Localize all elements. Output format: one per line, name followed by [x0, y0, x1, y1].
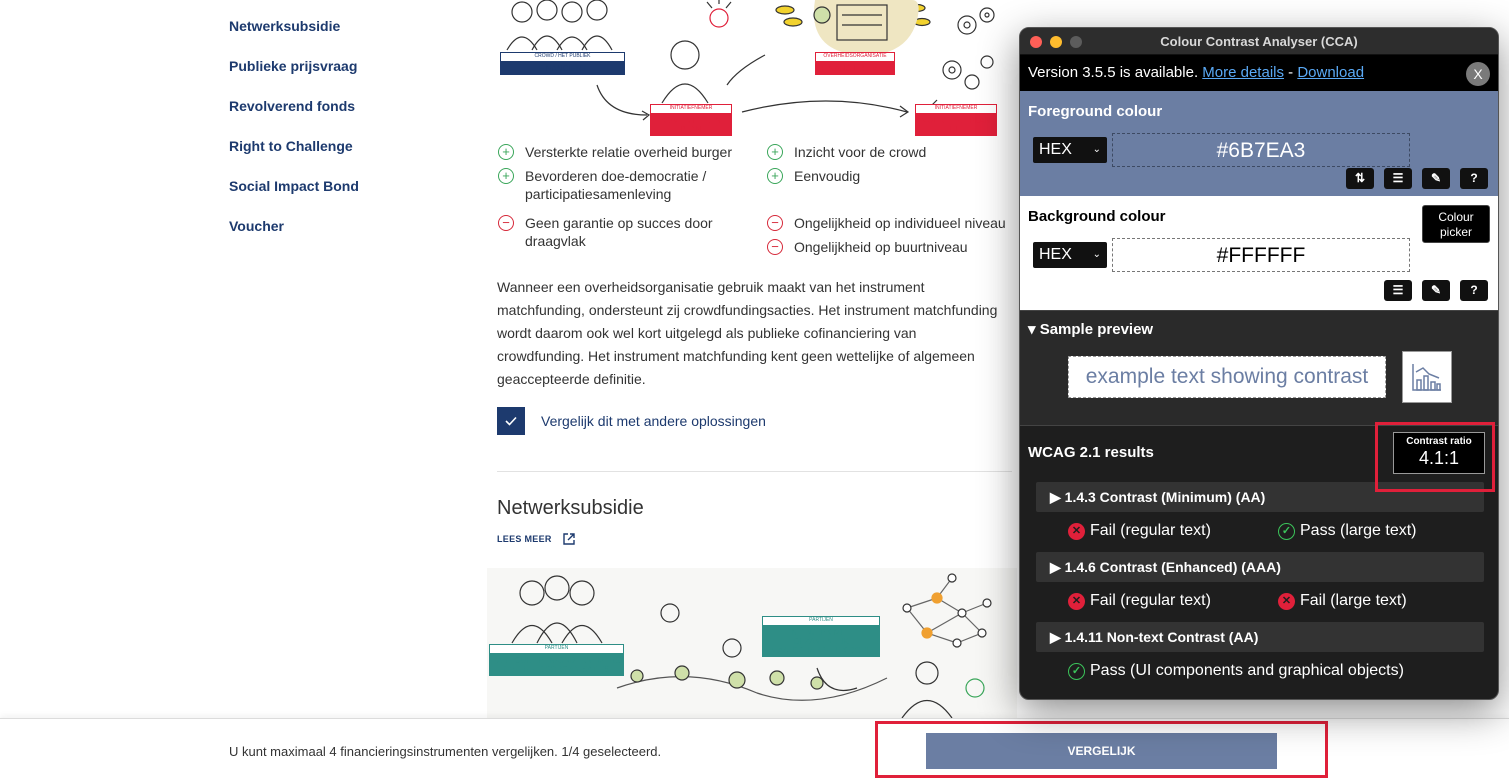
colour-picker-tooltip: Colour picker: [1422, 205, 1490, 243]
overheid-label: OVERHEIDSORGANISATIE FINANCIERT MEE: [815, 52, 895, 75]
foreground-section: [1020, 91, 1498, 196]
con-item: − Ongelijkheid op individueel niveau: [766, 214, 1016, 232]
pass-icon: ✓: [1278, 523, 1295, 540]
sliders-icon[interactable]: ☰: [1384, 280, 1412, 301]
result-item: ✕ Fail (regular text): [1068, 592, 1211, 610]
sidebar-item-social-impact-bond[interactable]: Social Impact Bond: [229, 178, 359, 194]
external-link-icon: [562, 532, 576, 546]
pro-item: + Eenvoudig: [766, 167, 1016, 185]
lees-meer-link[interactable]: LEES MEER: [497, 532, 576, 546]
background-hex-input[interactable]: #FFFFFF: [1112, 238, 1410, 272]
criterion-1-4-6[interactable]: ▶ 1.4.6 Contrast (Enhanced) (AAA): [1036, 552, 1484, 582]
main-content: [497, 0, 1012, 134]
initiatiefnemer-uitvoer-label: INITIATIEFNEMER VOERT HET PLAN UIT: [915, 104, 997, 136]
compare-status-text: U kunt maximaal 4 financieringsinstrumenten vergelijken. 1/4 geselecteerd.: [229, 744, 662, 759]
pro-item: + Inzicht voor de crowd: [766, 143, 1016, 161]
initiatiefnemer-plan-label: INITIATIEFNEMER KOMT MET EEN PLAN: [650, 104, 732, 136]
more-details-link[interactable]: More details: [1202, 64, 1284, 81]
pro-item: + Versterkte relatie overheid burger: [497, 143, 747, 161]
plus-circle-icon: +: [767, 168, 783, 184]
background-format-select[interactable]: HEX ⌄: [1033, 242, 1107, 268]
compare-option[interactable]: [497, 407, 766, 435]
pro-item: + Bevorderen doe-democratie / participatiesamenleving: [497, 167, 747, 203]
wcag-results-label: WCAG 2.1 results: [1028, 444, 1154, 461]
background-label: Background colour: [1028, 208, 1166, 225]
result-item: ✕ Fail (regular text): [1068, 522, 1211, 540]
fail-icon: ✕: [1278, 593, 1295, 610]
netwerk-label: PARTIJEN NETWERK MET GEZAMENLIJK MAATSCHAPPELIJK DOEL: [762, 616, 880, 657]
fail-icon: ✕: [1068, 523, 1085, 540]
compare-label[interactable]: Vergelijk dit met andere oplossingen: [541, 413, 766, 429]
cons-left: [497, 214, 747, 256]
netwerksubsidie-illustration: [487, 568, 1017, 718]
close-banner-button[interactable]: X: [1466, 62, 1490, 86]
foreground-format-select[interactable]: HEX ⌄: [1033, 137, 1107, 163]
con-item: − Ongelijkheid op buurtniveau: [766, 238, 1016, 256]
download-link[interactable]: Download: [1297, 64, 1365, 81]
sidebar-item-revolverend-fonds[interactable]: Revolverend fonds: [229, 98, 356, 114]
criterion-1-4-11[interactable]: ▶ 1.4.11 Non-text Contrast (AA): [1036, 622, 1484, 652]
section-title: Netwerksubsidie: [497, 497, 644, 519]
minus-circle-icon: −: [767, 215, 783, 231]
cca-title: Colour Contrast Analyser (CCA): [1160, 34, 1358, 49]
eyedropper-icon[interactable]: ✎: [1422, 280, 1450, 301]
matchfunding-illustration: [497, 0, 1007, 134]
pass-icon: ✓: [1068, 663, 1085, 680]
ratio-highlight-outline: [1375, 422, 1495, 492]
result-item: ✕ Fail (large text): [1278, 592, 1407, 610]
compare-bar: [0, 718, 1509, 782]
vergelijk-button[interactable]: VERGELIJK: [926, 733, 1277, 769]
pros-left: [497, 143, 747, 209]
foreground-label: Foreground colour: [1028, 103, 1163, 120]
sample-preview-section: [1020, 310, 1498, 426]
section-divider: [497, 471, 1012, 472]
con-item: − Geen garantie op succes door draagvlak: [497, 214, 747, 250]
eyedropper-icon[interactable]: ✎: [1422, 168, 1450, 189]
cca-window: [1019, 27, 1499, 700]
partijen-label: PARTIJEN PARTICULIEREN/ONDERNEMERS/ OVERHEIDSORGANISATIES: [489, 644, 624, 676]
swap-colours-icon[interactable]: ⇅: [1346, 168, 1374, 189]
minus-circle-icon: −: [498, 215, 514, 231]
update-banner: Version 3.5.5 is available. More details - Download X: [1020, 55, 1498, 91]
help-icon[interactable]: ?: [1460, 168, 1488, 189]
netwerk-sketch: [487, 568, 1017, 718]
plus-circle-icon: +: [498, 144, 514, 160]
sidebar-item-publieke-prijsvraag[interactable]: Publieke prijsvraag: [229, 58, 358, 74]
checkmark-icon: [504, 414, 518, 428]
foreground-hex-input[interactable]: #6B7EA3: [1112, 133, 1410, 167]
pros-right: [766, 143, 1016, 191]
crowd-label: CROWD / HET PUBLIEK FINANCIERT: [500, 52, 625, 75]
contrast-ratio-label: Contrast ratio: [1406, 436, 1472, 447]
minus-circle-icon: −: [767, 239, 783, 255]
sidebar-item-voucher[interactable]: Voucher: [229, 218, 284, 234]
help-icon[interactable]: ?: [1460, 280, 1488, 301]
sidebar-item-netwerksubsidie[interactable]: Netwerksubsidie: [229, 18, 341, 34]
sample-preview-toggle[interactable]: ▾ Sample preview: [1028, 321, 1154, 338]
description-paragraph: Wanneer een overheidsorganisatie gebruik maakt van het instrument matchfunding, ondersteunt zij crowdfundingsacties. Het instrument matchfunding wordt daarom ook wel kort uitgelegd als publieke cofinanciering van crowdfunding. Het instrument matchfunding kent geen wettelijke of algemeen geaccepteerde definitie.: [497, 279, 998, 387]
cons-right: [766, 214, 1016, 262]
sidebar-nav: [229, 15, 429, 255]
criterion-1-4-3[interactable]: ▶ 1.4.3 Contrast (Minimum) (AA): [1036, 482, 1484, 512]
chart-icon: [1411, 362, 1443, 392]
sample-text: example text showing contrast: [1068, 356, 1386, 398]
compare-checkbox[interactable]: [497, 407, 525, 435]
result-item: ✓ Pass (UI components and graphical objects): [1068, 662, 1404, 680]
sidebar-item-right-to-challenge[interactable]: Right to Challenge: [229, 138, 353, 154]
sample-chart-icon: [1402, 351, 1452, 403]
chevron-down-icon: ⌄: [1092, 249, 1101, 260]
contrast-ratio-value: 4.1:1: [1418, 448, 1460, 468]
result-item: ✓ Pass (large text): [1278, 522, 1416, 540]
sliders-icon[interactable]: ☰: [1384, 168, 1412, 189]
chevron-down-icon: ⌄: [1092, 144, 1101, 155]
plus-circle-icon: +: [767, 144, 783, 160]
cca-titlebar[interactable]: [1020, 28, 1498, 55]
fail-icon: ✕: [1068, 593, 1085, 610]
plus-circle-icon: +: [498, 168, 514, 184]
